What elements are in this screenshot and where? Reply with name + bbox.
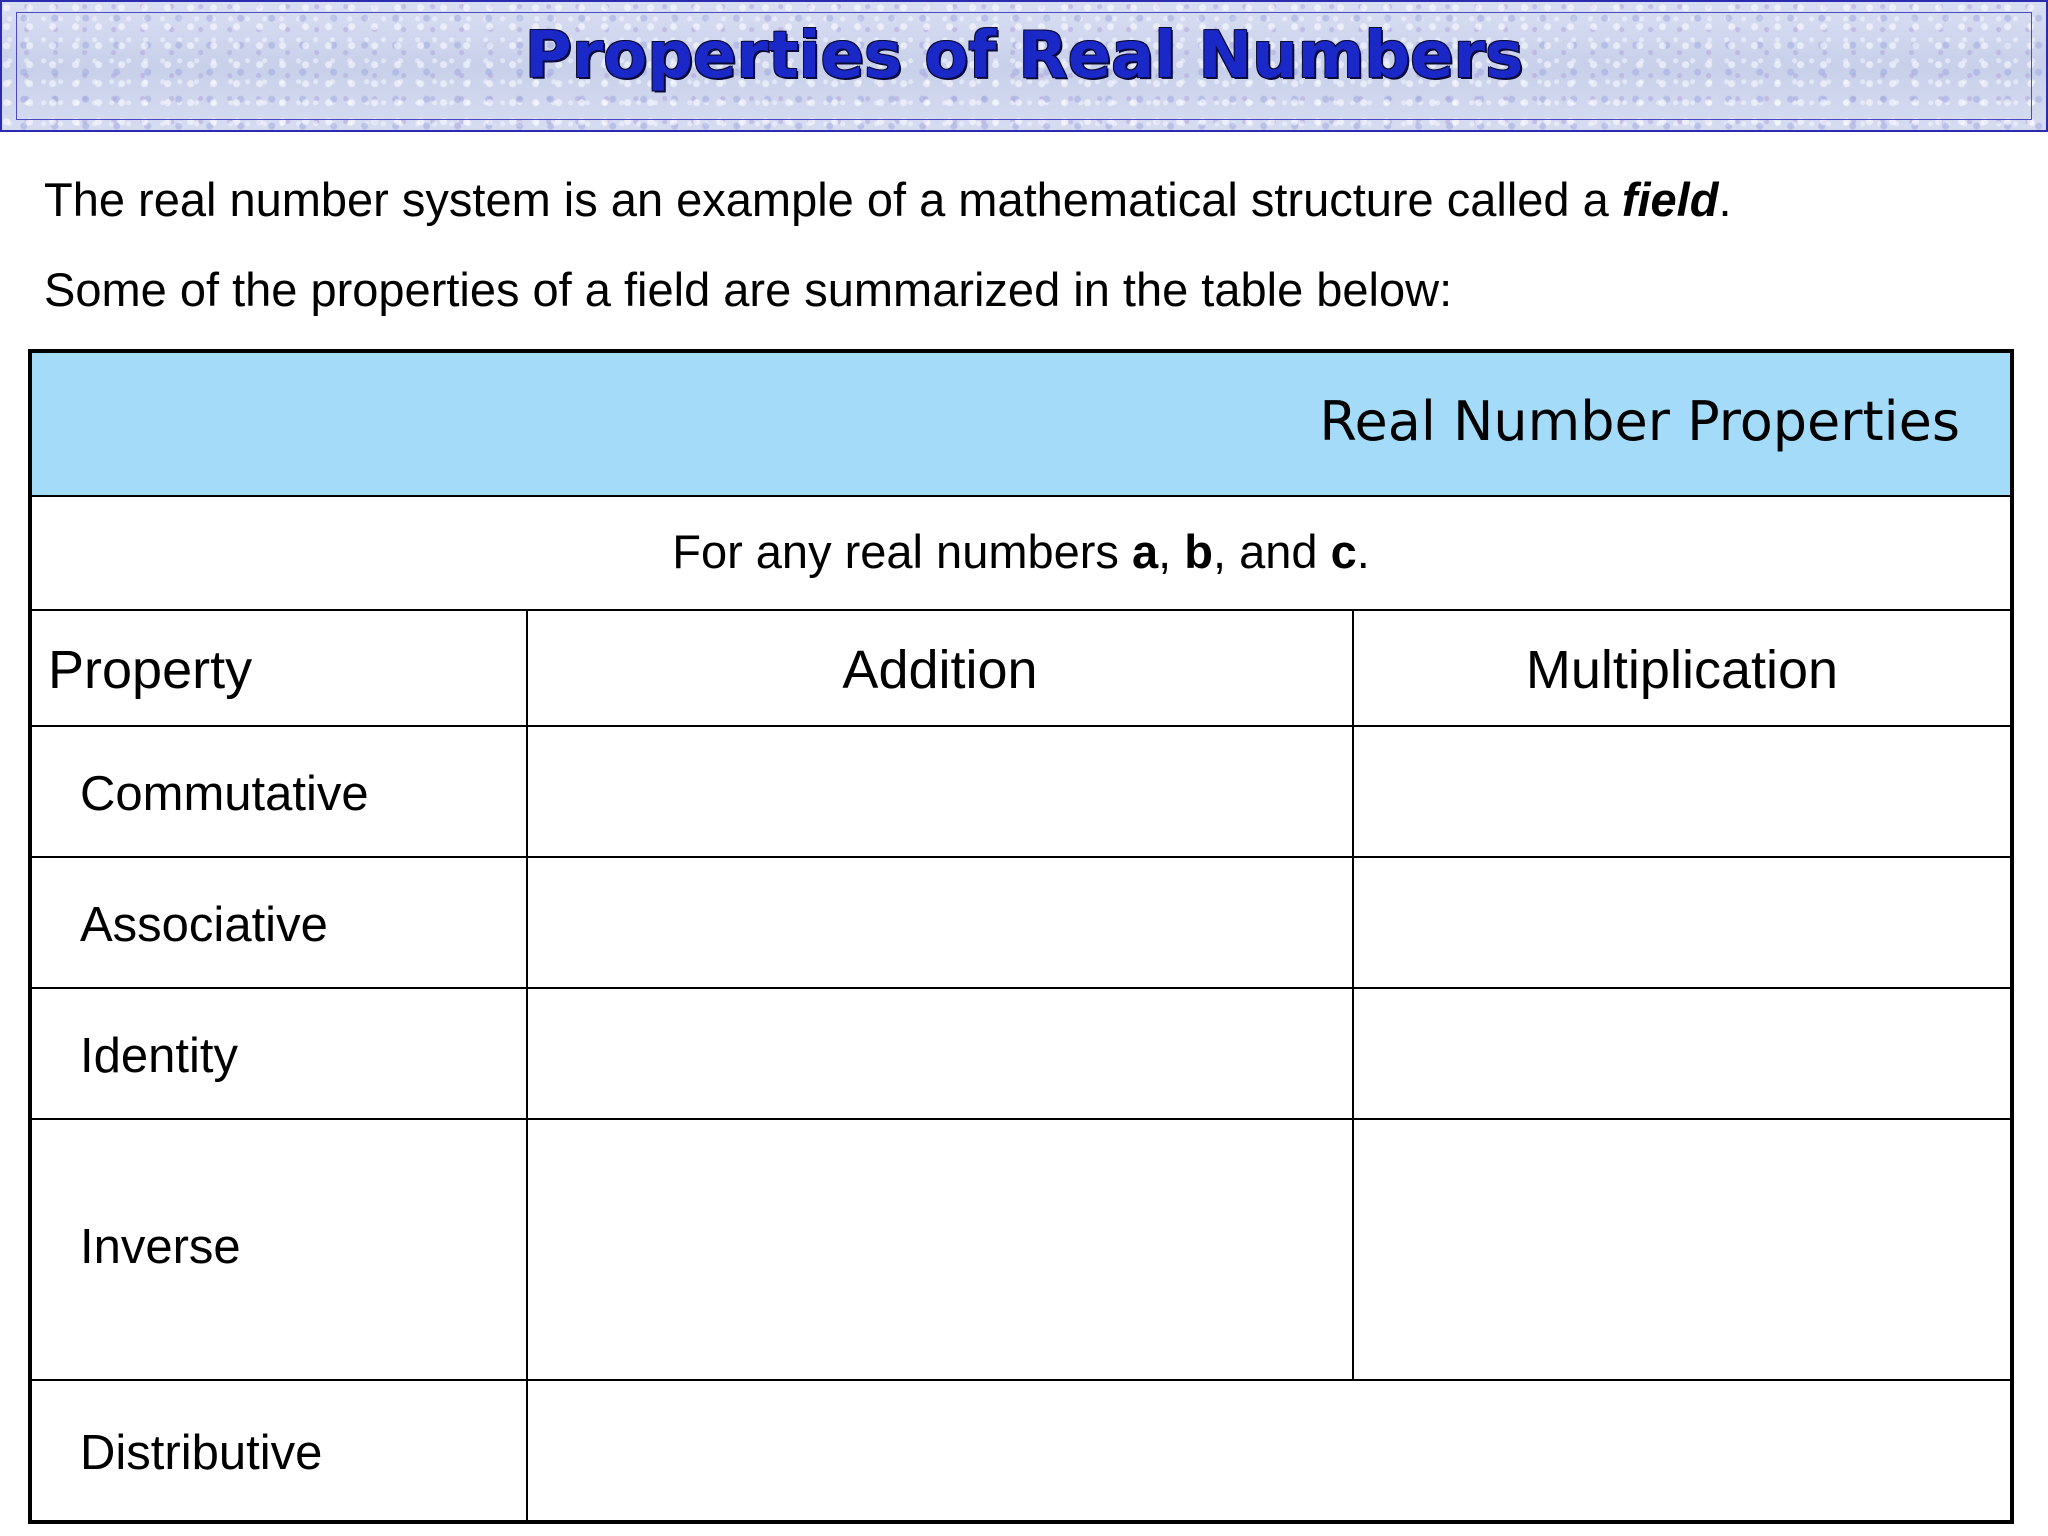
rule-below-identity (32, 1118, 2010, 1120)
subheading-sep-2: , and (1212, 525, 1331, 578)
rule-below-associative (32, 987, 2010, 989)
row-label-commutative: Commutative (80, 767, 369, 821)
variable-c: c (1330, 525, 1357, 578)
rule-below-inverse (32, 1379, 2010, 1381)
column-header-multiplication: Multiplication (1525, 640, 1839, 700)
rule-after-property-column (526, 609, 528, 1520)
row-label-associative: Associative (80, 898, 328, 952)
row-label-distributive: Distributive (80, 1426, 323, 1480)
intro-line-1-prefix: The real number system is an example of a mathematical structure called a (44, 173, 1622, 226)
rule-below-commutative (32, 856, 2010, 858)
subheading-end: . (1356, 525, 1370, 578)
table-subheading (32, 525, 2010, 578)
column-header-addition: Addition (842, 640, 1038, 700)
subheading-prefix: For any real numbers (672, 525, 1132, 578)
table-title: Real Number Properties (1319, 390, 1960, 453)
row-label-identity: Identity (80, 1029, 238, 1083)
rule-after-addition-column (1352, 609, 1354, 1379)
page-title: Properties of Real Numbers (524, 19, 1524, 93)
subheading-sep-1: , (1158, 525, 1185, 578)
rule-below-subheading (32, 609, 2010, 611)
properties-table (28, 349, 2014, 1524)
intro-line-2: Some of the properties of a field are summarized in the table below: (44, 263, 1453, 316)
variable-b: b (1184, 525, 1213, 578)
field-term: field (1621, 173, 1719, 226)
column-header-property: Property (48, 640, 253, 700)
row-label-inverse: Inverse (80, 1220, 241, 1274)
table-header-band (32, 353, 2010, 495)
intro-line-1-suffix: . (1718, 173, 1732, 226)
rule-below-header (32, 495, 2010, 497)
variable-a: a (1131, 525, 1159, 578)
rule-below-column-heads (32, 725, 2010, 727)
title-banner (0, 0, 2048, 132)
intro-line-1 (44, 173, 1732, 226)
